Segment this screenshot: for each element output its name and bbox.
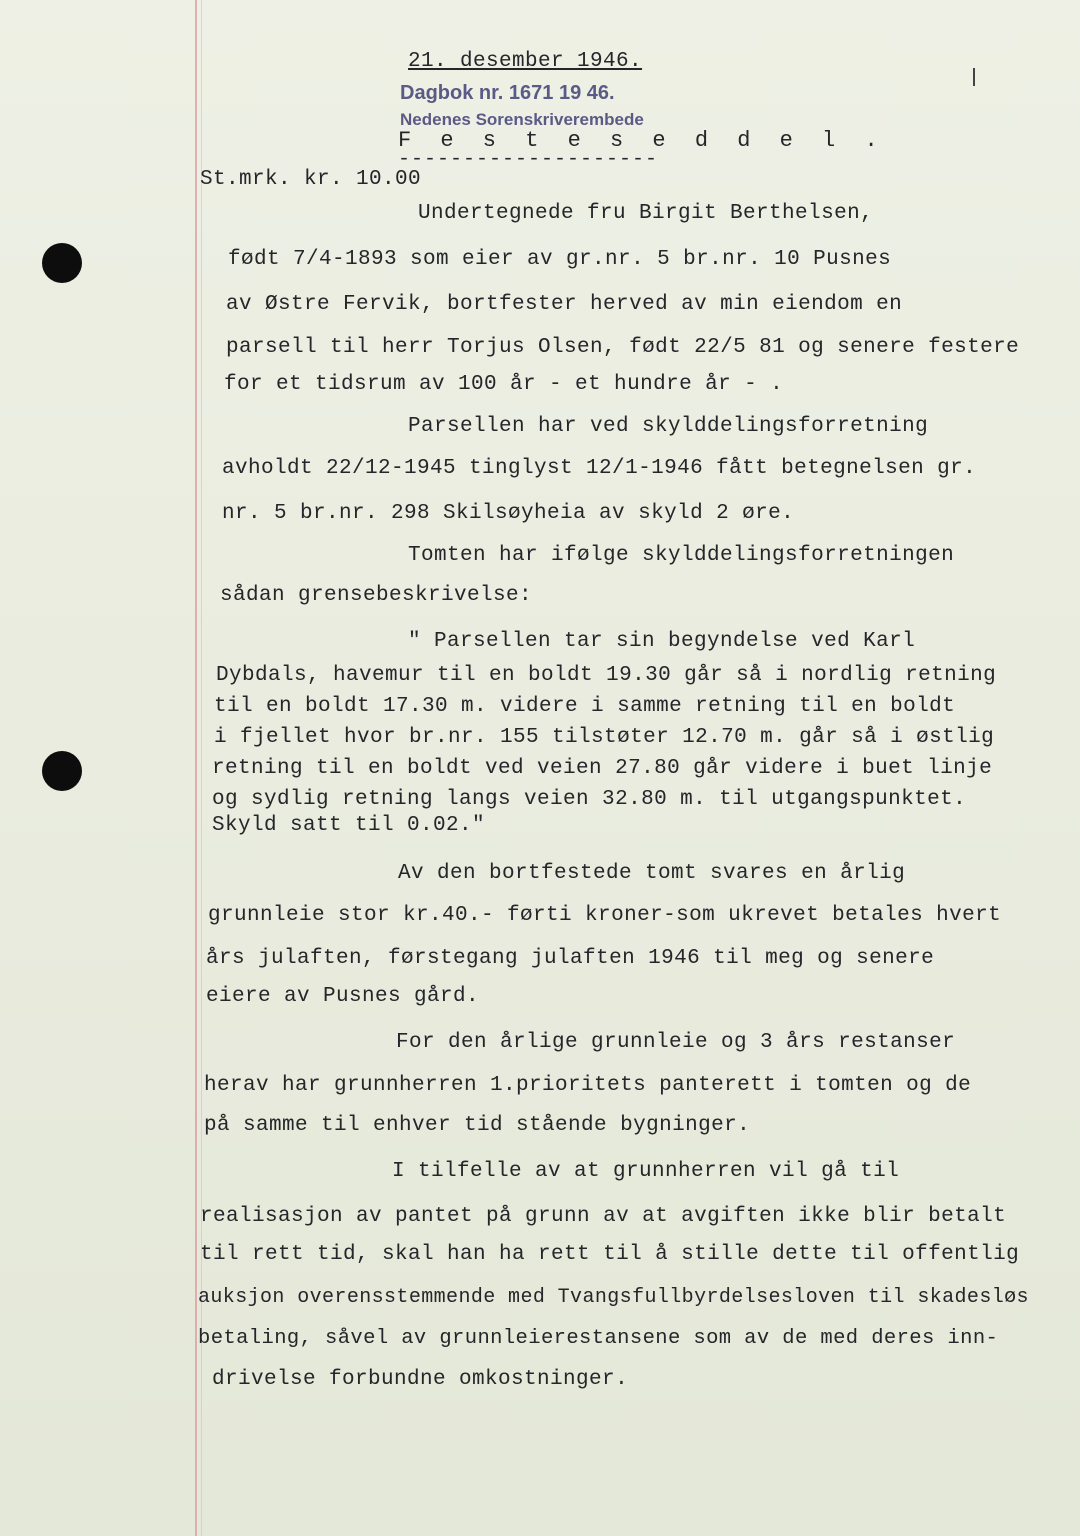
body-line: " Parsellen tar sin begyndelse ved Karl xyxy=(408,630,916,653)
body-line: Skyld satt til 0.02." xyxy=(212,814,486,837)
body-line: Av den bortfestede tomt svares en årlig xyxy=(398,862,906,885)
body-line: års julaften, førstegang julaften 1946 til meg og senere xyxy=(206,947,935,970)
body-line: betaling, såvel av grunnleierestansene som av de med deres inn- xyxy=(198,1327,999,1350)
margin-rule xyxy=(195,0,197,1536)
body-line: i fjellet hvor br.nr. 155 tilstøter 12.70 m. går så i østlig xyxy=(214,726,995,749)
body-line: eiere av Pusnes gård. xyxy=(206,985,480,1008)
body-line: nr. 5 br.nr. 298 Skilsøyheia av skyld 2 øre. xyxy=(222,502,795,525)
body-line: Dybdals, havemur til en boldt 19.30 går så i nordlig retning xyxy=(216,664,997,687)
stamp-duty: St.mrk. kr. 10.00 xyxy=(200,168,422,191)
document-title: F e s t e s e d d e l . xyxy=(398,128,886,153)
body-line: I tilfelle av at grunnherren vil gå til xyxy=(392,1160,900,1183)
body-line: herav har grunnherren 1.prioritets panterett i tomten og de xyxy=(204,1074,972,1097)
body-line: For den årlige grunnleie og 3 års restanser xyxy=(396,1031,956,1054)
dagbok-stamp: Dagbok nr. 1671 19 46. xyxy=(400,82,615,104)
body-line: til rett tid, skal han ha rett til å stille dette til offentlig xyxy=(200,1243,1020,1266)
body-line: parsell til herr Torjus Olsen, født 22/5 81 og senere festere xyxy=(226,336,1020,359)
title-underline: -------------------- xyxy=(398,148,659,171)
body-line: avholdt 22/12-1945 tinglyst 12/1-1946 fått betegnelsen gr. xyxy=(222,457,977,480)
body-line: retning til en boldt ved veien 27.80 går videre i buet linje xyxy=(212,757,993,780)
body-line: drivelse forbundne omkostninger. xyxy=(212,1368,629,1391)
body-line: født 7/4-1893 som eier av gr.nr. 5 br.nr. 10 Pusnes xyxy=(228,248,892,271)
body-line: Tomten har ifølge skylddelingsforretningen xyxy=(408,544,955,567)
body-line: sådan grensebeskrivelse: xyxy=(220,584,533,607)
body-line: på samme til enhver tid stående bygninger. xyxy=(204,1114,751,1137)
body-line: grunnleie stor kr.40.- førti kroner-som ukrevet betales hvert xyxy=(208,904,1002,927)
pen-mark xyxy=(973,68,975,86)
body-line: av Østre Fervik, bortfester herved av min eiendom en xyxy=(226,293,903,316)
body-line: til en boldt 17.30 m. videre i samme retning til en boldt xyxy=(214,695,956,718)
body-line: realisasjon av pantet på grunn av at avgiften ikke blir betalt xyxy=(200,1205,1007,1228)
binder-hole-icon xyxy=(42,751,82,791)
office-stamp: Nedenes Sorenskriverembede xyxy=(400,110,644,129)
body-line: Undertegnede fru Birgit Berthelsen, xyxy=(418,202,874,225)
body-line: for et tidsrum av 100 år - et hundre år - . xyxy=(224,373,784,396)
binder-hole-icon xyxy=(42,243,82,283)
document-date: 21. desember 1946. xyxy=(408,50,643,73)
body-line: Parsellen har ved skylddelingsforretning xyxy=(408,415,929,438)
body-line: auksjon overensstemmende med Tvangsfullbyrdelsesloven til skadesløs xyxy=(198,1286,1029,1309)
body-line: og sydlig retning langs veien 32.80 m. til utgangspunktet. xyxy=(212,788,967,811)
